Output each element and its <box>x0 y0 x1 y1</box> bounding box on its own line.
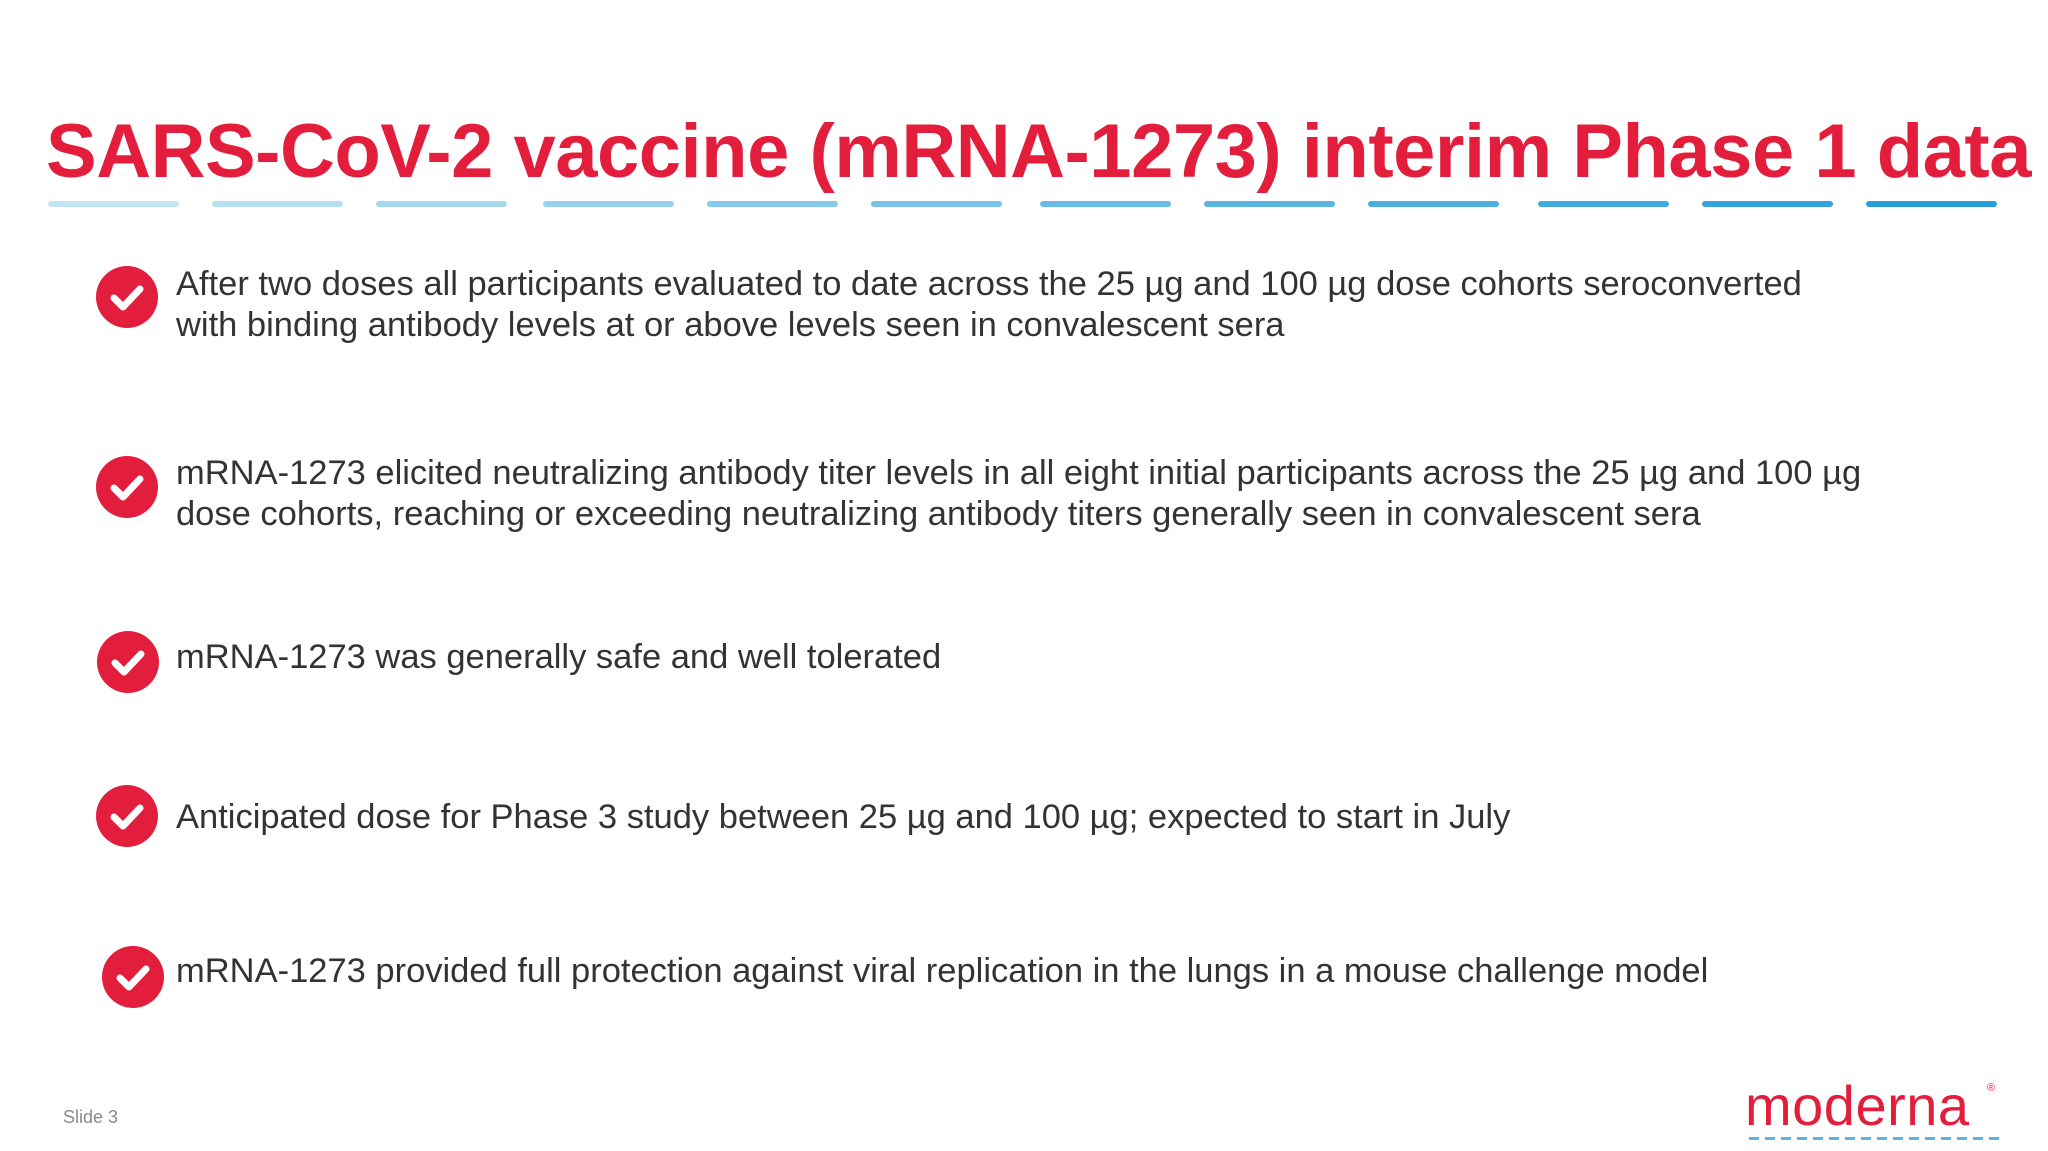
checkmark-circle-icon <box>96 785 158 847</box>
moderna-logo <box>1745 1076 2005 1144</box>
logo-dashed-underline <box>1749 1137 1999 1140</box>
checkmark-circle-icon <box>96 266 158 328</box>
checkmark-circle-icon <box>102 946 164 1008</box>
logo-registered-mark: ® <box>1987 1082 1996 1094</box>
checkmark-circle-icon <box>97 631 159 693</box>
bullet-text: mRNA-1273 elicited neutralizing antibody titer levels in all eight initial participants across the 25 µg and 100 µg dose cohorts, reaching or exceeding neutralizing antibody titers generally seen in convalescent sera <box>176 454 1862 533</box>
bullet-text: After two doses all participants evaluated to date across the 25 µg and 100 µg dose cohorts seroconverted with binding antibody levels at or above levels seen in convalescent sera <box>176 265 1802 344</box>
slide-number: Slide 3 <box>63 1107 119 1127</box>
checkmark-circle-icon <box>96 456 158 518</box>
slide-title: SARS-CoV-2 vaccine (mRNA-1273) interim Phase 1 data <box>46 109 2031 194</box>
bullet-text: mRNA-1273 provided full protection against viral replication in the lungs in a mouse challenge model <box>176 952 1709 990</box>
logo-wordmark: moderna <box>1745 1074 1970 1137</box>
bullet-text: Anticipated dose for Phase 3 study between 25 µg and 100 µg; expected to start in July <box>176 798 1511 836</box>
bullet-text: mRNA-1273 was generally safe and well tolerated <box>176 638 942 676</box>
